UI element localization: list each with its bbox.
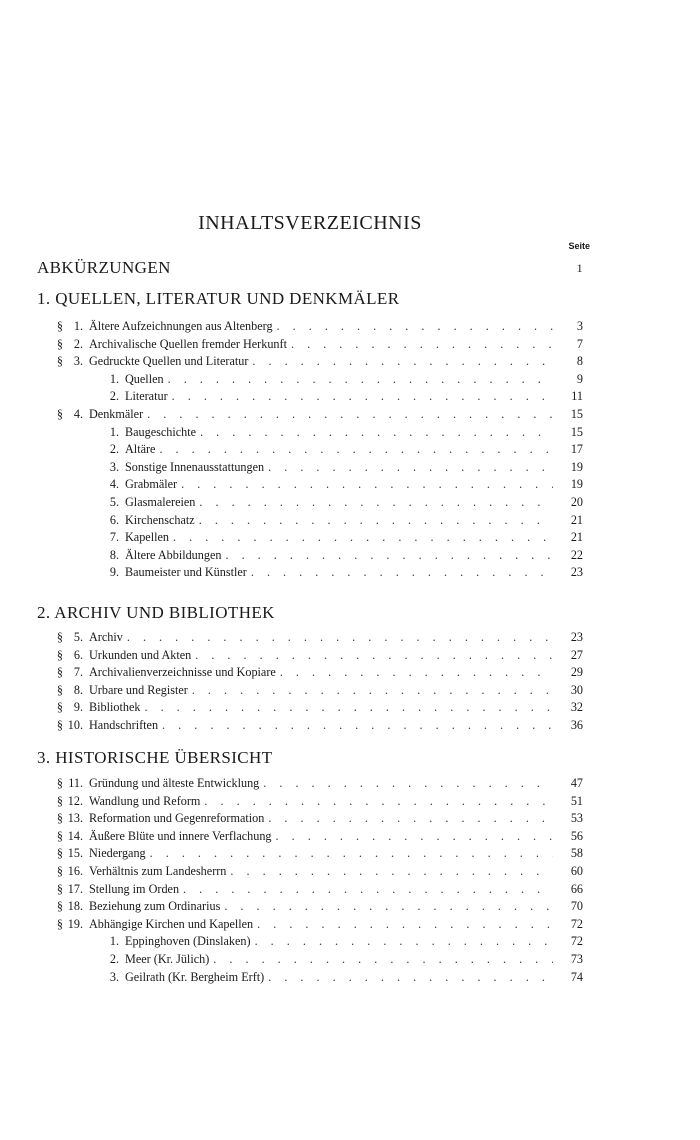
- entry-label: Literatur: [125, 389, 168, 404]
- toc-entry: [37, 337, 583, 355]
- toc-subentry: [37, 934, 583, 952]
- dot-leader: [168, 372, 553, 387]
- entry-label: Kirchenschatz: [125, 512, 195, 527]
- entry-page: 7: [576, 336, 583, 351]
- entry-page: 70: [570, 899, 583, 914]
- toc-subentry: [37, 548, 583, 566]
- section-symbol: §: [56, 916, 63, 931]
- entry-number: 3.: [73, 354, 83, 369]
- dot-leader: [251, 565, 553, 580]
- entry-number: 3.: [109, 459, 119, 474]
- entry-page: 21: [570, 530, 583, 545]
- toc-subentry: [37, 442, 583, 460]
- entry-number: 1.: [109, 934, 119, 949]
- abbreviations-page: 1: [576, 261, 583, 275]
- entry-number: 6.: [109, 512, 119, 527]
- entry-number: 4.: [109, 477, 119, 492]
- entry-label: Altäre: [125, 442, 156, 457]
- dot-leader: [291, 337, 553, 352]
- toc-abbreviations-entry: [37, 258, 583, 278]
- section-symbol: §: [56, 793, 63, 808]
- dot-leader: [255, 934, 553, 949]
- toc-subentry: [37, 970, 583, 988]
- toc-entry: [37, 794, 583, 812]
- entry-label: Archivalienverzeichnisse und Kopiare: [89, 665, 276, 680]
- toc-entry: [37, 700, 583, 718]
- entry-label: Archivalische Quellen fremder Herkunft: [89, 336, 287, 351]
- entry-page: 74: [570, 969, 583, 984]
- section-symbol: §: [56, 828, 63, 843]
- toc-entry: [37, 665, 583, 683]
- entry-label: Baumeister und Künstler: [125, 565, 247, 580]
- toc-subentry: [37, 460, 583, 478]
- entry-page: 30: [570, 682, 583, 697]
- section-heading: 1. QUELLEN, LITERATUR UND DENKMÄLER: [37, 289, 400, 308]
- entry-number: 5.: [73, 630, 83, 644]
- dot-leader: [257, 917, 553, 932]
- section-symbol: §: [56, 319, 63, 333]
- dot-leader: [213, 952, 553, 967]
- toc-entry: [37, 864, 583, 882]
- entry-label: Kapellen: [125, 530, 169, 545]
- entry-number: 10.: [67, 718, 83, 732]
- entry-number: 5.: [109, 495, 119, 509]
- dot-leader: [230, 864, 553, 879]
- entry-label: Archiv: [89, 630, 123, 644]
- dot-leader: [225, 548, 553, 563]
- toc-entry: [37, 648, 583, 666]
- entry-label: Äußere Blüte und innere Verflachung: [89, 828, 272, 843]
- toc-entry: [37, 846, 583, 864]
- entry-label: Ältere Aufzeichnungen aus Altenberg: [89, 319, 273, 333]
- toc-entry: [37, 354, 583, 372]
- dot-leader: [268, 811, 553, 826]
- entry-label: Beziehung zum Ordinarius: [89, 899, 221, 914]
- entry-label: Wandlung und Reform: [89, 793, 201, 808]
- section-symbol: §: [56, 407, 63, 421]
- entry-page: 66: [570, 881, 583, 896]
- entry-label: Abhängige Kirchen und Kapellen: [89, 916, 254, 931]
- section-symbol: §: [56, 647, 63, 662]
- dot-leader: [280, 665, 553, 680]
- dot-leader: [162, 718, 553, 733]
- entry-number: 16.: [67, 864, 83, 878]
- entry-label: Niedergang: [89, 846, 146, 861]
- toc-subentry: [37, 530, 583, 548]
- dot-leader: [276, 829, 553, 844]
- abbreviations-label: ABKÜRZUNGEN: [37, 258, 171, 277]
- dot-leader: [183, 882, 553, 897]
- toc-entry: [37, 319, 583, 337]
- dot-leader: [268, 460, 553, 475]
- entry-page: 22: [570, 547, 583, 562]
- entry-page: 53: [570, 811, 583, 826]
- entry-number: 2.: [73, 336, 83, 351]
- page-column-label: Seite: [568, 241, 590, 251]
- entry-page: 23: [570, 565, 583, 580]
- dot-leader: [173, 530, 553, 545]
- entry-label: Verhältnis zum Landesherrn: [89, 864, 227, 878]
- entry-page: 29: [570, 665, 583, 680]
- toc-subentry: [37, 477, 583, 495]
- entry-number: 19.: [67, 916, 83, 931]
- entry-page: 21: [570, 512, 583, 527]
- dot-leader: [268, 970, 553, 985]
- entry-page: 73: [570, 952, 583, 966]
- entry-number: 12.: [67, 793, 83, 808]
- entry-page: 58: [570, 846, 583, 861]
- dot-leader: [159, 442, 553, 457]
- entry-label: Eppinghoven (Dinslaken): [125, 934, 251, 949]
- entry-page: 17: [570, 442, 583, 457]
- entry-number: 14.: [67, 828, 83, 843]
- dot-leader: [192, 683, 553, 698]
- dot-leader: [263, 776, 553, 791]
- dot-leader: [144, 700, 553, 715]
- dot-leader: [204, 794, 553, 809]
- entry-number: 9.: [109, 565, 119, 580]
- section-heading: 3. HISTORISCHE ÜBERSICHT: [37, 748, 273, 767]
- entry-number: 8.: [73, 682, 83, 697]
- dot-leader: [200, 425, 553, 440]
- section-heading: 2. ARCHIV UND BIBLIOTHEK: [37, 603, 275, 622]
- toc-subentry: [37, 565, 583, 583]
- entry-label: Handschriften: [89, 718, 159, 732]
- entry-label: Urkunden und Akten: [89, 647, 192, 662]
- entry-number: 2.: [109, 952, 119, 966]
- entry-label: Sonstige Innenausstattungen: [125, 459, 265, 474]
- toc-subentry: [37, 372, 583, 390]
- entry-label: Grabmäler: [125, 477, 178, 492]
- entry-number: 1.: [109, 371, 119, 386]
- entry-number: 1.: [109, 424, 119, 439]
- section-symbol: §: [56, 864, 63, 878]
- entry-page: 36: [570, 718, 583, 732]
- entry-label: Reformation und Gegenreformation: [89, 811, 265, 826]
- section-symbol: §: [56, 630, 63, 644]
- entry-page: 60: [570, 864, 583, 878]
- entry-number: 7.: [109, 530, 119, 545]
- toc-entry: [37, 882, 583, 900]
- toc-entry: [37, 407, 583, 425]
- toc-subentry: [37, 389, 583, 407]
- dot-leader: [199, 495, 553, 510]
- entry-number: 3.: [109, 969, 119, 984]
- entry-page: 27: [570, 647, 583, 662]
- dot-leader: [172, 389, 553, 404]
- entry-page: 19: [570, 459, 583, 474]
- dot-leader: [127, 630, 553, 645]
- entry-number: 1.: [73, 319, 83, 333]
- toc-subentry: [37, 952, 583, 970]
- entry-number: 2.: [109, 389, 119, 404]
- entry-number: 4.: [73, 407, 83, 421]
- entry-page: 11: [571, 389, 583, 404]
- entry-page: 9: [576, 371, 583, 386]
- entry-number: 2.: [109, 442, 119, 457]
- entry-number: 9.: [73, 700, 83, 715]
- entry-page: 20: [570, 495, 583, 509]
- entry-number: 8.: [109, 547, 119, 562]
- section-symbol: §: [56, 846, 63, 861]
- toc-entry: [37, 683, 583, 701]
- dot-leader: [195, 648, 553, 663]
- toc-entry: [37, 630, 583, 648]
- page-title: INHALTSVERZEICHNIS: [198, 212, 422, 234]
- entry-label: Baugeschichte: [125, 424, 197, 439]
- dot-leader: [252, 354, 553, 369]
- entry-number: 13.: [67, 811, 83, 826]
- toc-entry: [37, 811, 583, 829]
- dot-leader: [150, 846, 553, 861]
- entry-page: 72: [570, 934, 583, 949]
- entry-page: 23: [570, 630, 583, 644]
- toc-subentry: [37, 513, 583, 531]
- section-symbol: §: [56, 354, 63, 369]
- entry-label: Ältere Abbildungen: [125, 547, 222, 562]
- entry-label: Glasmalereien: [125, 495, 196, 509]
- dot-leader: [277, 319, 553, 334]
- entry-page: 15: [570, 407, 583, 421]
- entry-number: 17.: [67, 881, 83, 896]
- entry-label: Denkmäler: [89, 407, 144, 421]
- entry-label: Urbare und Register: [89, 682, 188, 697]
- section-symbol: §: [56, 776, 63, 790]
- entry-number: 15.: [67, 846, 83, 861]
- entry-page: 56: [570, 828, 583, 843]
- dot-leader: [147, 407, 553, 422]
- section-symbol: §: [56, 881, 63, 896]
- entry-page: 15: [570, 424, 583, 439]
- dot-leader: [181, 477, 553, 492]
- section-symbol: §: [56, 899, 63, 914]
- entry-page: 19: [570, 477, 583, 492]
- entry-label: Geilrath (Kr. Bergheim Erft): [125, 969, 265, 984]
- entry-label: Quellen: [125, 371, 164, 386]
- entry-label: Bibliothek: [89, 700, 141, 715]
- section-symbol: §: [56, 700, 63, 715]
- entry-page: 32: [570, 700, 583, 715]
- entry-page: 3: [576, 319, 583, 333]
- entry-label: Gedruckte Quellen und Literatur: [89, 354, 249, 369]
- toc-entry: [37, 899, 583, 917]
- toc-entry: [37, 718, 583, 736]
- entry-number: 11.: [68, 776, 83, 790]
- toc-entry: [37, 917, 583, 935]
- entry-label: Meer (Kr. Jülich): [125, 952, 210, 966]
- toc-subentry: [37, 425, 583, 443]
- toc-subentry: [37, 495, 583, 513]
- section-symbol: §: [56, 682, 63, 697]
- entry-page: 72: [570, 916, 583, 931]
- entry-label: Stellung im Orden: [89, 881, 180, 896]
- section-symbol: §: [56, 811, 63, 826]
- section-symbol: §: [56, 718, 63, 732]
- entry-number: 18.: [67, 899, 83, 914]
- entry-page: 51: [570, 793, 583, 808]
- entry-page: 8: [576, 354, 583, 369]
- entry-label: Gründung und älteste Entwicklung: [89, 776, 260, 790]
- dot-leader: [224, 899, 553, 914]
- toc-entry: [37, 776, 583, 794]
- section-symbol: §: [56, 336, 63, 351]
- toc-entry: [37, 829, 583, 847]
- dot-leader: [199, 513, 553, 528]
- entry-page: 47: [570, 776, 583, 790]
- section-symbol: §: [56, 665, 63, 680]
- entry-number: 6.: [73, 647, 83, 662]
- entry-number: 7.: [73, 665, 83, 680]
